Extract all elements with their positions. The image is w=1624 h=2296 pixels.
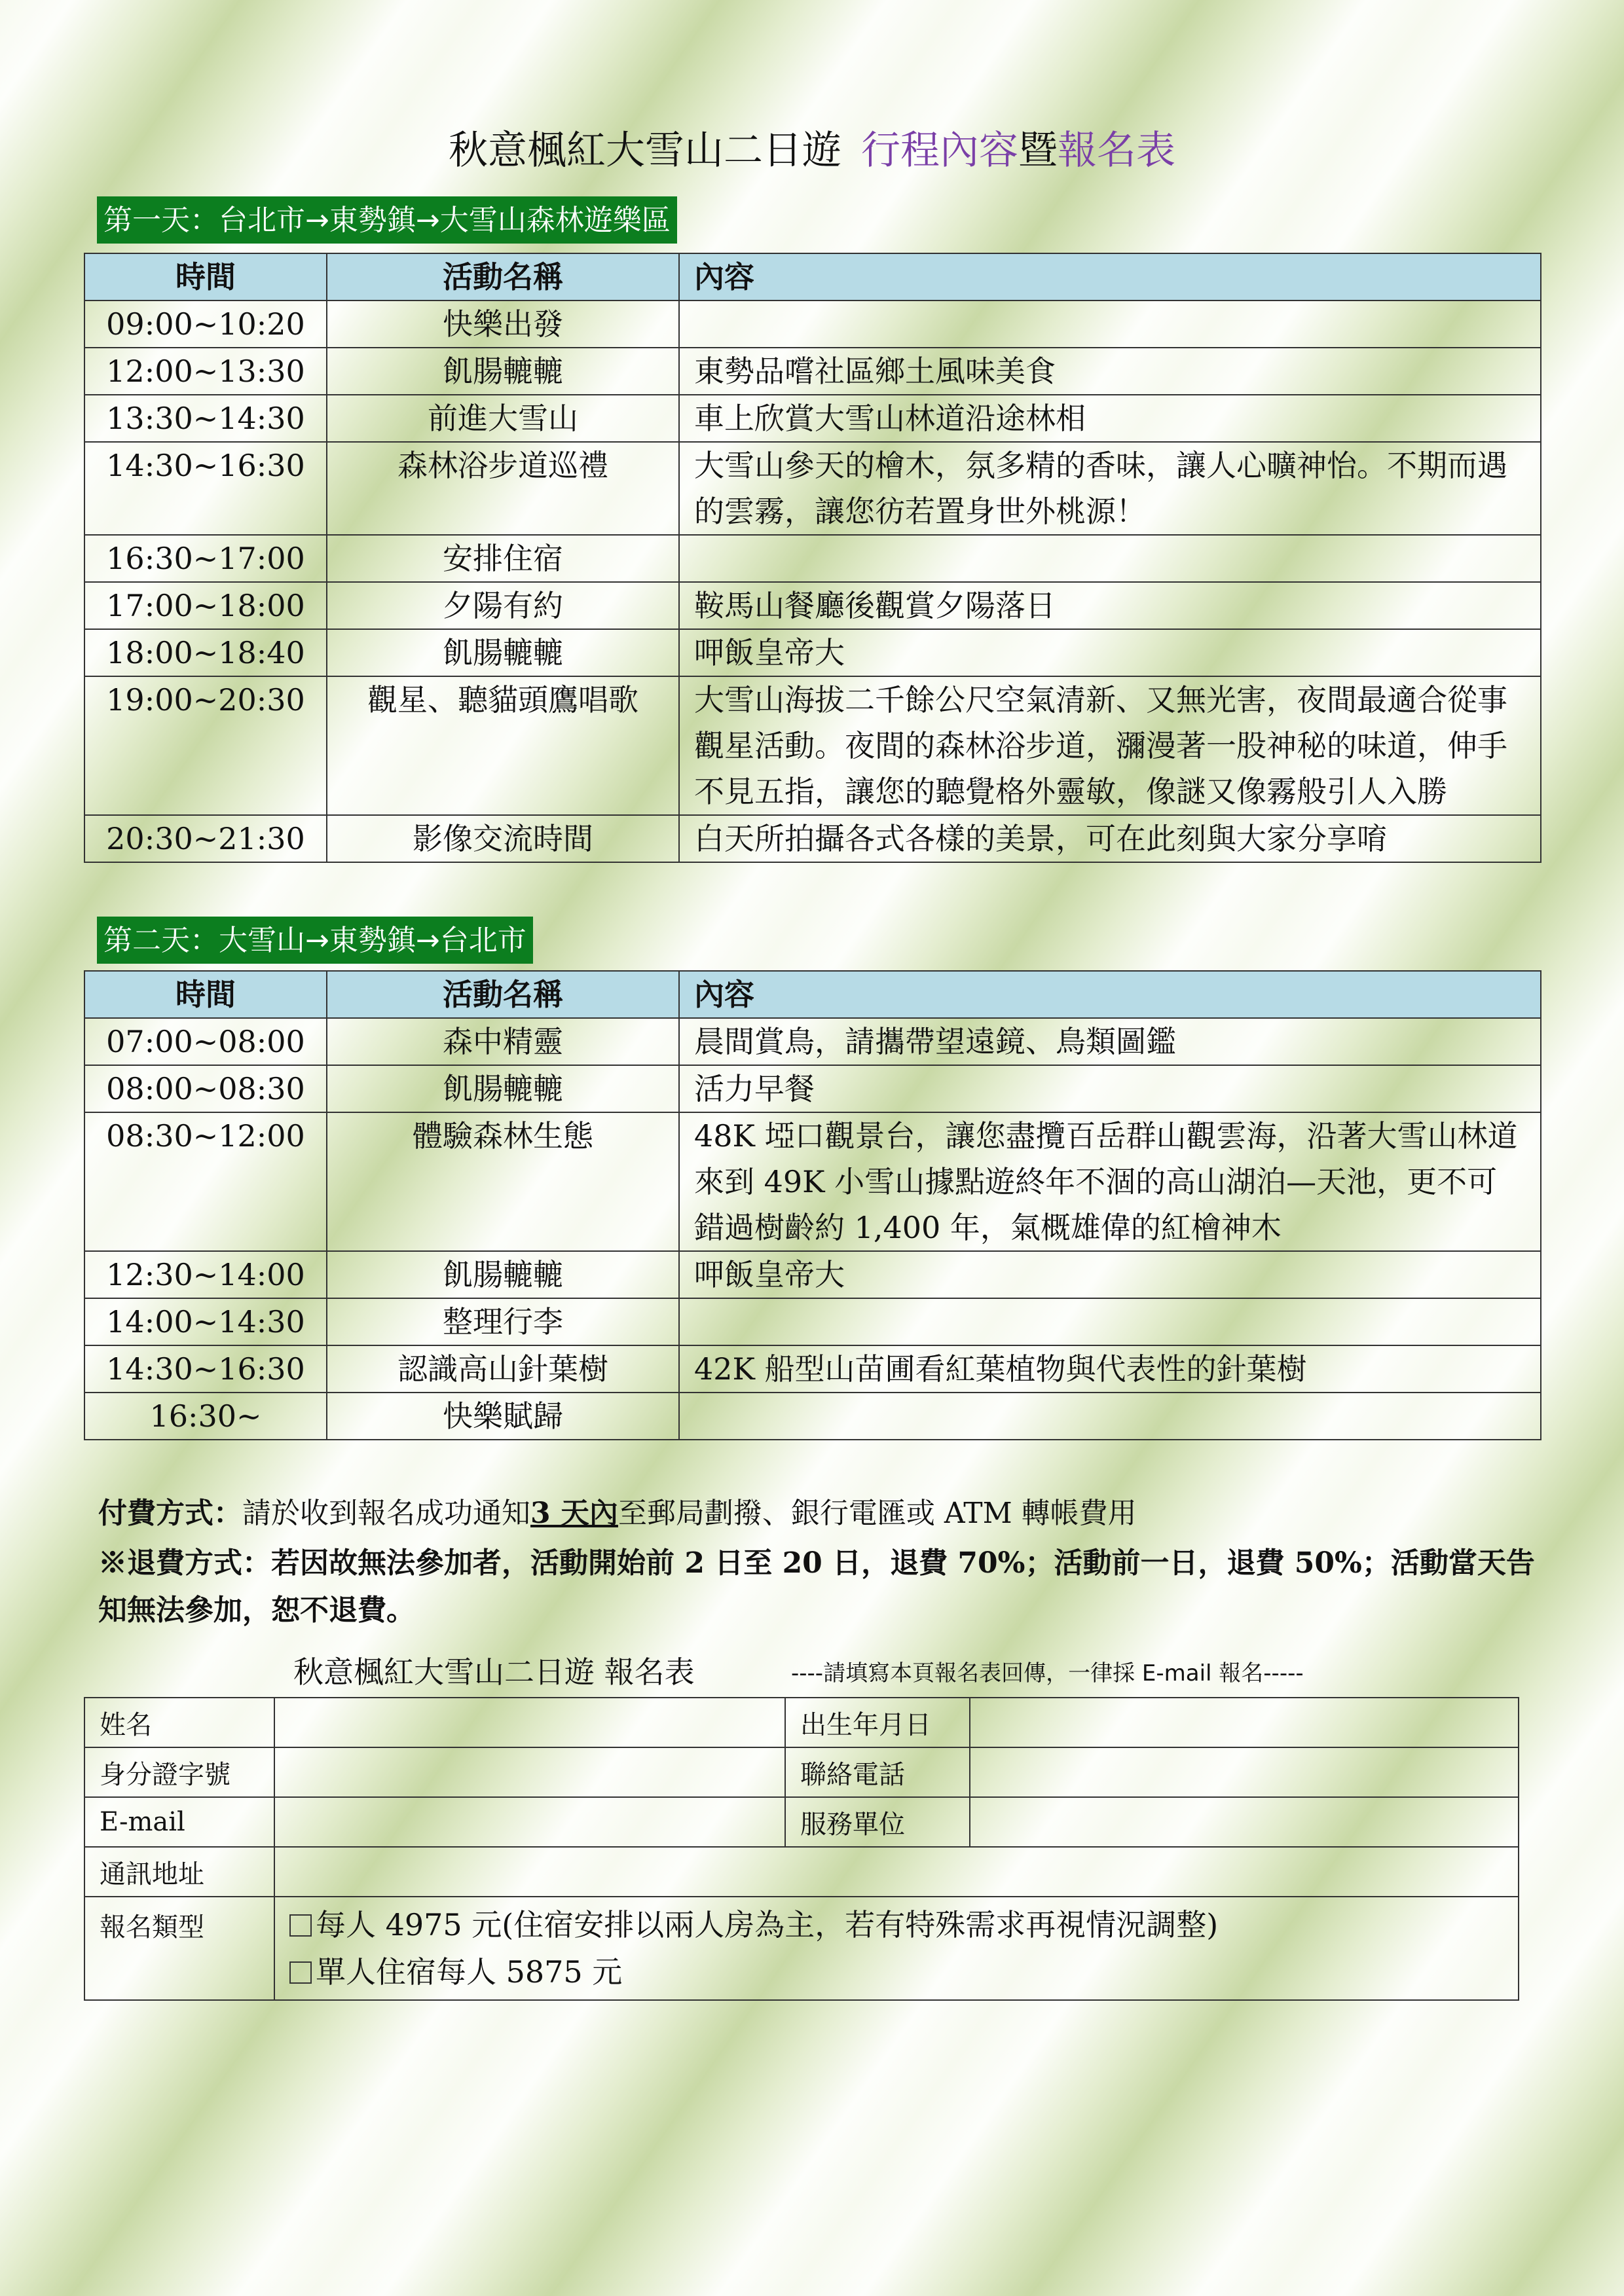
payment-method <box>98 1494 1137 1533</box>
form-row <box>84 1797 1519 1847</box>
content-cell: 42K 船型山苗圃看紅葉植物與代表性的針葉樹 <box>679 1345 1541 1393</box>
phone-label: 聯絡電話 <box>785 1747 970 1797</box>
form-note: ----請填寫本頁報名表回傳，一律採 E-mail 報名----- <box>791 1660 1304 1686</box>
refund-policy: ※退費方式：若因故無法參加者，活動開始前 2 日至 20 日，退費 70%；活動前一日，退費 50%；活動當天告知無法參加，恕不退費。 <box>98 1546 1535 1627</box>
type-label: 報名類型 <box>84 1897 274 2000</box>
form-row <box>84 1698 1519 1747</box>
content-cell: 大雪山參天的檜木，氛多精的香味，讓人心曠神怡。不期而遇的雲霧，讓您彷若置身世外桃源！ <box>679 442 1541 535</box>
work-field[interactable] <box>970 1797 1519 1847</box>
time-cell: 09:00~10:20 <box>84 301 327 348</box>
payment-text-a: 請於收到報名成功通知 <box>242 1497 530 1530</box>
checkbox-icon[interactable] <box>289 1961 312 1984</box>
title-trip-name: 秋意楓紅大雪山二日遊 <box>449 128 841 173</box>
content-cell <box>679 535 1541 582</box>
id-field[interactable] <box>274 1747 785 1797</box>
activity-cell: 整理行李 <box>327 1298 679 1345</box>
content-cell: 白天所拍攝各式各樣的美景，可在此刻與大家分享唷 <box>679 815 1541 862</box>
table-header-row <box>84 971 1541 1018</box>
time-cell: 16:30~ <box>84 1393 327 1440</box>
address-label: 通訊地址 <box>84 1847 274 1897</box>
activity-cell: 快樂賦歸 <box>327 1393 679 1440</box>
page-title <box>0 119 1624 175</box>
birth-field[interactable] <box>970 1698 1519 1747</box>
form-row <box>84 1747 1519 1797</box>
option-double-label: 每人 4975 元(住宿安排以兩人房為主，若有特殊需求再視情況調整) <box>316 1907 1219 1942</box>
time-cell: 14:00~14:30 <box>84 1298 327 1345</box>
table-row <box>84 629 1541 676</box>
address-field[interactable] <box>274 1847 1519 1897</box>
table-row <box>84 348 1541 395</box>
day1-heading: 第一天：台北市→東勢鎮→大雪山森林遊樂區 <box>97 196 677 244</box>
activity-cell: 觀星、聽貓頭鷹唱歌 <box>327 676 679 815</box>
table-row <box>84 535 1541 582</box>
table-row <box>84 676 1541 815</box>
content-cell: 活力早餐 <box>679 1065 1541 1112</box>
activity-cell: 飢腸轆轆 <box>327 629 679 676</box>
time-cell: 19:00~20:30 <box>84 676 327 815</box>
time-cell: 08:00~08:30 <box>84 1065 327 1112</box>
payment-text-b: 至郵局劃撥、銀行電匯或 ATM 轉帳費用 <box>618 1497 1137 1530</box>
content-cell: 呷飯皇帝大 <box>679 629 1541 676</box>
header-activity: 活動名稱 <box>327 253 679 301</box>
time-cell: 18:00~18:40 <box>84 629 327 676</box>
table-row <box>84 1393 1541 1440</box>
work-label: 服務單位 <box>785 1797 970 1847</box>
header-time: 時間 <box>84 971 327 1018</box>
option-single-label: 單人住宿每人 5875 元 <box>316 1954 623 1990</box>
time-cell: 14:30~16:30 <box>84 442 327 535</box>
table-row <box>84 442 1541 535</box>
email-label: E-mail <box>84 1797 274 1847</box>
option-single[interactable] <box>289 1948 1504 1995</box>
activity-cell: 快樂出發 <box>327 301 679 348</box>
table-row <box>84 301 1541 348</box>
activity-cell: 飢腸轆轆 <box>327 348 679 395</box>
table-row <box>84 1345 1541 1393</box>
time-cell: 12:30~14:00 <box>84 1251 327 1298</box>
title-itinerary: 行程內容 <box>861 128 1018 173</box>
email-field[interactable] <box>274 1797 785 1847</box>
content-cell: 48K 埡口觀景台，讓您盡攬百岳群山觀雲海，沿著大雪山林道來到 49K 小雪山據點遊終年不涸的高山湖泊—天池，更不可錯過樹齡約 1,400 年，氣概雄偉的紅檜神木 <box>679 1112 1541 1251</box>
registration-form <box>84 1697 1519 2001</box>
form-title: 秋意楓紅大雪山二日遊 報名表 <box>293 1654 695 1690</box>
content-cell: 大雪山海拔二千餘公尺空氣清新、又無光害，夜間最適合從事觀星活動。夜間的森林浴步道，瀰漫著一股神秘的味道，伸手不見五指，讓您的聽覺格外靈敏，像謎又像霧般引人入勝 <box>679 676 1541 815</box>
content-cell: 晨間賞鳥，請攜帶望遠鏡、鳥類圖鑑 <box>679 1018 1541 1065</box>
activity-cell: 森中精靈 <box>327 1018 679 1065</box>
time-cell: 20:30~21:30 <box>84 815 327 862</box>
time-cell: 07:00~08:00 <box>84 1018 327 1065</box>
day2-schedule-table <box>84 970 1541 1440</box>
time-cell: 17:00~18:00 <box>84 582 327 629</box>
time-cell: 13:30~14:30 <box>84 395 327 442</box>
activity-cell: 前進大雪山 <box>327 395 679 442</box>
time-cell: 14:30~16:30 <box>84 1345 327 1393</box>
id-label: 身分證字號 <box>84 1747 274 1797</box>
title-and: 暨 <box>1018 128 1058 173</box>
content-cell <box>679 301 1541 348</box>
payment-label: 付費方式： <box>98 1497 242 1530</box>
content-cell <box>679 1393 1541 1440</box>
table-row <box>84 1298 1541 1345</box>
table-row <box>84 1112 1541 1251</box>
time-cell: 08:30~12:00 <box>84 1112 327 1251</box>
table-header-row <box>84 253 1541 301</box>
day2-heading: 第二天：大雪山→東勢鎮→台北市 <box>97 917 533 964</box>
birth-label: 出生年月日 <box>785 1698 970 1747</box>
table-row <box>84 1251 1541 1298</box>
day1-schedule-table <box>84 253 1541 863</box>
content-cell <box>679 1298 1541 1345</box>
table-row <box>84 1018 1541 1065</box>
header-content: 內容 <box>679 971 1541 1018</box>
checkbox-icon[interactable] <box>289 1914 312 1937</box>
table-row <box>84 395 1541 442</box>
payment-deadline: 3 天內 <box>530 1497 618 1530</box>
time-cell: 16:30~17:00 <box>84 535 327 582</box>
content-cell: 呷飯皇帝大 <box>679 1251 1541 1298</box>
activity-cell: 體驗森林生態 <box>327 1112 679 1251</box>
table-row <box>84 582 1541 629</box>
content-cell: 車上欣賞大雪山林道沿途林相 <box>679 395 1541 442</box>
phone-field[interactable] <box>970 1747 1519 1797</box>
type-options <box>274 1897 1519 2000</box>
option-double[interactable] <box>289 1901 1504 1948</box>
form-row <box>84 1897 1519 2000</box>
content-cell: 鞍馬山餐廳後觀賞夕陽落日 <box>679 582 1541 629</box>
activity-cell: 飢腸轆轆 <box>327 1065 679 1112</box>
name-field[interactable] <box>274 1698 785 1747</box>
header-time: 時間 <box>84 253 327 301</box>
table-row <box>84 1065 1541 1112</box>
time-cell: 12:00~13:30 <box>84 348 327 395</box>
activity-cell: 夕陽有約 <box>327 582 679 629</box>
header-content: 內容 <box>679 253 1541 301</box>
form-row <box>84 1847 1519 1897</box>
activity-cell: 安排住宿 <box>327 535 679 582</box>
activity-cell: 認識高山針葉樹 <box>327 1345 679 1393</box>
header-activity: 活動名稱 <box>327 971 679 1018</box>
activity-cell: 影像交流時間 <box>327 815 679 862</box>
table-row <box>84 815 1541 862</box>
content-cell: 東勢品嚐社區鄉土風味美食 <box>679 348 1541 395</box>
title-registration: 報名表 <box>1058 128 1175 173</box>
activity-cell: 森林浴步道巡禮 <box>327 442 679 535</box>
name-label: 姓名 <box>84 1698 274 1747</box>
activity-cell: 飢腸轆轆 <box>327 1251 679 1298</box>
